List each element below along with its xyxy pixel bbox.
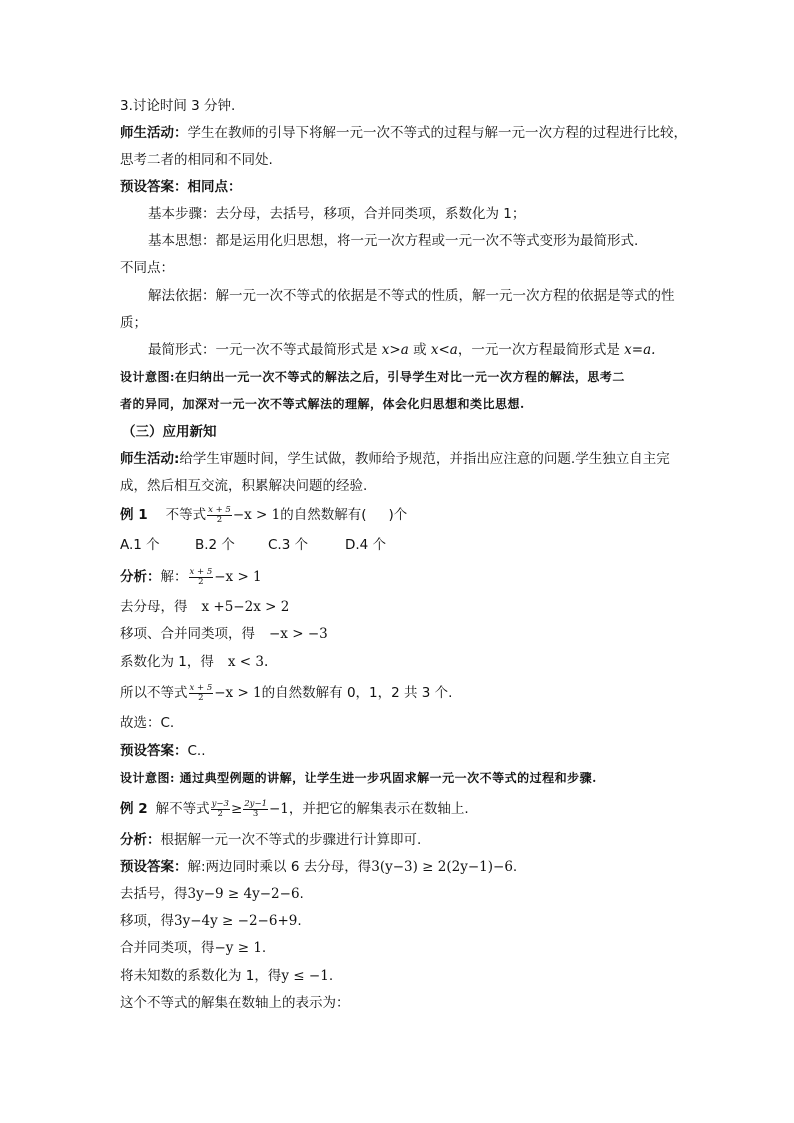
option-b: B.2 个 bbox=[195, 537, 235, 553]
text-example-1-a: 不等式 bbox=[165, 507, 207, 523]
line-step-combine bbox=[120, 624, 328, 644]
math-remove-brackets: 3y−9 ≥ 4y−2−6 bbox=[187, 886, 300, 902]
text-example-1-d: )个 bbox=[388, 507, 408, 523]
option-a: A.1 个 bbox=[120, 537, 160, 553]
math-x-gt-a: x>a bbox=[381, 342, 409, 358]
text-period-3: . bbox=[297, 913, 302, 929]
line-coefficient-one bbox=[120, 966, 333, 986]
label-preset-answer-1: 预设答案： bbox=[120, 743, 188, 759]
text-period-2: . bbox=[299, 886, 304, 902]
line-solution-basis: 解法依据：解一元一次不等式的依据是不等式的性质，解一元一次方程的依据是等式的性 bbox=[148, 288, 675, 304]
line-choose: 故选：C. bbox=[120, 715, 175, 731]
line-analysis-1 bbox=[120, 567, 262, 587]
line-exchange: 成，然后相互交流，积累解决问题的经验. bbox=[120, 478, 368, 494]
label-teacher-activity-2: 师生活动: bbox=[120, 451, 180, 467]
label-preset-answer-2: 预设答案： bbox=[120, 859, 188, 875]
line-step-denominator bbox=[120, 597, 289, 617]
text-example-2-a: 解不等式 bbox=[155, 801, 210, 817]
math-conclusion: −x > 1 bbox=[214, 685, 262, 701]
line-teacher-activity-2 bbox=[120, 449, 670, 469]
text-teacher-activity: 学生在教师的引导下将解一元一次不等式的过程与解一元一次方程的过程进行比较， bbox=[187, 125, 687, 141]
line-step-coefficient bbox=[120, 652, 268, 672]
line-number-line-intro: 这个不等式的解集在数轴上的表示为： bbox=[120, 995, 350, 1011]
text-remove-brackets: 去括号，得 bbox=[120, 886, 188, 902]
text-teacher-activity-2: 给学生审题时间，学生试做，教师给予规范，并指出应注意的问题.学生独立自主完 bbox=[179, 451, 670, 467]
text-preset-answer-2: 解:两边同时乘以 6 去分母，得 bbox=[187, 859, 372, 875]
math-x-lt-a: x<a bbox=[430, 342, 458, 358]
math-transpose: 3y−4y ≥ −2−6+9 bbox=[174, 913, 298, 929]
math-step-coefficient: x < 3. bbox=[227, 654, 269, 670]
math-analysis-1: −x > 1 bbox=[214, 569, 262, 585]
label-analysis-2: 分析： bbox=[120, 832, 161, 848]
line-simplest-form bbox=[148, 340, 655, 360]
text-example-2-d: ，并把它的解集表示在数轴上. bbox=[288, 801, 469, 817]
text-conclusion-a: 所以不等式 bbox=[120, 685, 188, 701]
text-step-denominator: 去分母，得 bbox=[120, 599, 188, 615]
text-combine-terms: 合并同类项，得 bbox=[120, 940, 215, 956]
text-period-5: . bbox=[328, 968, 334, 984]
math-example-1: −x > 1 bbox=[232, 507, 281, 523]
line-analysis-2 bbox=[120, 830, 421, 850]
line-preset-answer-same: 预设答案：相同点： bbox=[120, 179, 242, 195]
math-combine-terms: −y ≥ 1 bbox=[214, 940, 262, 956]
line-think-compare: 思考二者的相同和不同处. bbox=[120, 152, 273, 168]
math-x-eq-a: x=a. bbox=[624, 342, 656, 358]
text-preset-answer-1: C.. bbox=[187, 743, 206, 759]
line-combine-terms bbox=[120, 938, 266, 958]
line-example-2 bbox=[120, 799, 469, 819]
math-minus-one: −1 bbox=[269, 801, 289, 817]
option-d: D.4 个 bbox=[345, 537, 387, 553]
fraction-3: $\frac{x + 5}{2}$ bbox=[189, 682, 213, 703]
text-transpose: 移项，得 bbox=[120, 913, 174, 929]
label-teacher-activity: 师生活动： bbox=[120, 125, 188, 141]
math-geq: ≥ bbox=[230, 801, 243, 817]
math-step-combine: −x > −3 bbox=[269, 626, 328, 642]
line-discussion-time: 3.讨论时间 3 分钟. bbox=[120, 98, 236, 114]
text-step-combine: 移项、合并同类项，得 bbox=[120, 626, 255, 642]
line-transpose bbox=[120, 911, 302, 931]
text-analysis-2: 根据解一元一次不等式的步骤进行计算即可. bbox=[160, 832, 422, 848]
line-design-intent-2: 设计意图: 通过典型例题的讲解，让学生进一步巩固求解一元一次不等式的过程和步骤. bbox=[120, 771, 597, 785]
math-multiply-six: 3(y−3) ≥ 2(2y−1)−6 bbox=[371, 859, 513, 875]
line-teacher-activity bbox=[120, 123, 687, 143]
text-or: 或 bbox=[408, 342, 431, 358]
text-conclusion-c: 的自然数解有 0，1，2 共 3 个. bbox=[261, 685, 453, 701]
label-example-2: 例 2 bbox=[120, 801, 148, 817]
line-basic-thought: 基本思想：都是运用化归思想，将一元一次方程或一元一次不等式变形为最简形式. bbox=[148, 233, 639, 249]
line-basic-steps: 基本步骤：去分母，去括号，移项，合并同类项，系数化为 1； bbox=[148, 206, 526, 222]
text-simplest-a: 最简形式：一元一次不等式最简形式是 bbox=[148, 342, 382, 358]
fraction-5: $\frac{2y-1}{3}$ bbox=[244, 798, 267, 819]
line-conclusion-1 bbox=[120, 683, 452, 703]
fraction-2: $\frac{x + 5}{2}$ bbox=[189, 566, 213, 587]
section-heading-apply: （三）应用新知 bbox=[122, 424, 217, 440]
line-preset-answer-2 bbox=[120, 857, 517, 877]
text-example-1-c: 的自然数解有( bbox=[280, 507, 367, 523]
line-design-intent-1: 设计意图:在归纳出一元一次不等式的解法之后，引导学生对比一元一次方程的解法，思考二 bbox=[120, 370, 625, 384]
fraction-1: $\frac{x + 5}{2}$ bbox=[208, 504, 231, 525]
line-design-intent-1b: 者的异同，加深对一元一次不等式解法的理解，体会化归思想和类比思想. bbox=[120, 397, 525, 411]
fraction-4: $\frac{y-3}{2}$ bbox=[211, 798, 229, 819]
option-c: C.3 个 bbox=[268, 537, 309, 553]
text-coefficient-one: 将未知数的系数化为 1，得 bbox=[120, 968, 282, 984]
label-example-1: 例 1 bbox=[120, 507, 148, 523]
line-remove-brackets bbox=[120, 884, 304, 904]
text-period-4: . bbox=[261, 940, 267, 956]
text-period-1: . bbox=[512, 859, 518, 875]
text-analysis-1-a: 解： bbox=[160, 569, 188, 585]
label-analysis-1: 分析： bbox=[120, 569, 161, 585]
line-example-1 bbox=[120, 505, 407, 525]
line-differences: 不同点： bbox=[120, 260, 174, 276]
line-preset-answer-1 bbox=[120, 741, 206, 761]
math-solution: y ≤ −1 bbox=[281, 968, 329, 984]
text-simplest-e: ，一元一次方程最简形式是 bbox=[457, 342, 625, 358]
text-step-coefficient: 系数化为 1，得 bbox=[120, 654, 214, 670]
line-property: 质； bbox=[120, 315, 147, 331]
math-step-denominator: x +5−2x > 2 bbox=[201, 599, 290, 615]
